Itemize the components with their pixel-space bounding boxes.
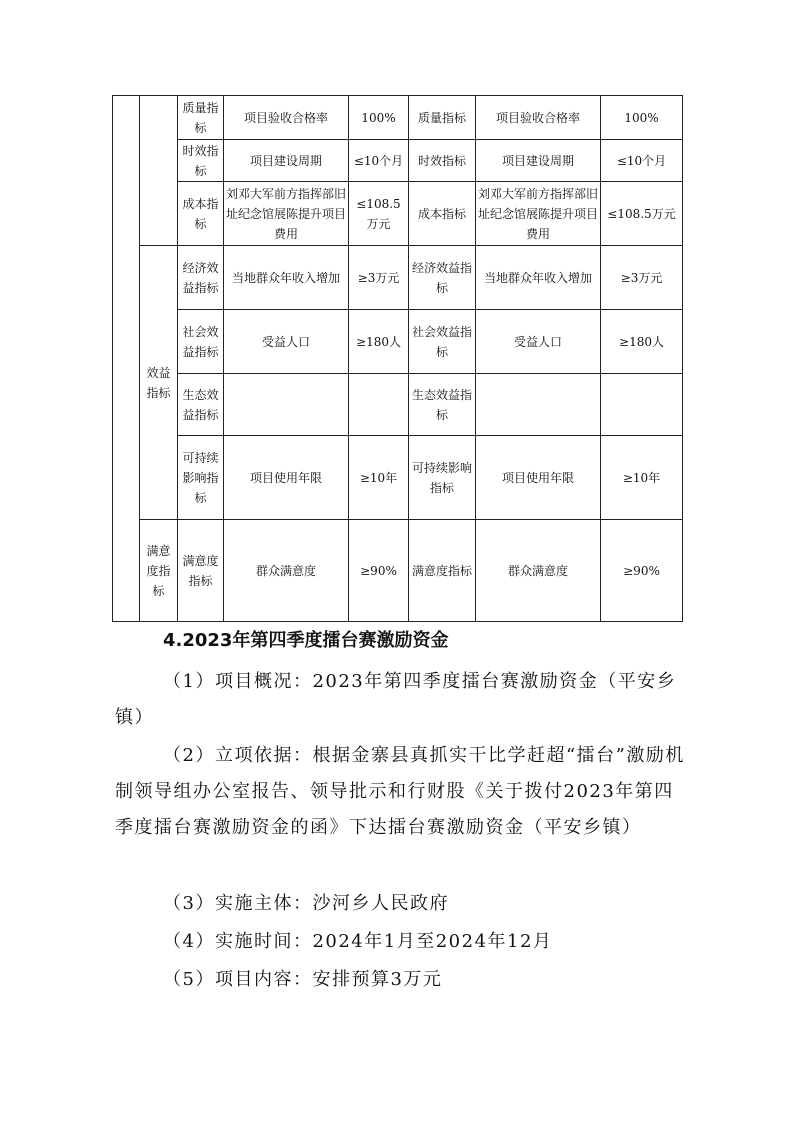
value-cell: 100% xyxy=(601,96,683,140)
table-row xyxy=(113,374,683,436)
indicator-cell: 质量指标 xyxy=(409,96,476,140)
content-cell: 刘邓大军前方指挥部旧址纪念馆展陈提升项目费用 xyxy=(224,182,349,246)
value-cell: ≥90% xyxy=(349,520,409,622)
indicator-cell: 满意度指标 xyxy=(178,520,224,622)
content-cell: 项目使用年限 xyxy=(476,436,601,520)
level2-cell-output xyxy=(140,96,178,246)
paragraph-period: （4）实施时间：2024年1月至2024年12月 xyxy=(163,931,553,952)
content-cell: 项目验收合格率 xyxy=(476,96,601,140)
section-heading: 4.2023年第四季度擂台赛激励资金 xyxy=(163,630,449,651)
table-row xyxy=(113,246,683,310)
table-row xyxy=(113,520,683,622)
indicator-cell: 可持续影响指标 xyxy=(178,436,224,520)
indicator-cell: 社会效益指标 xyxy=(409,310,476,374)
value-cell: ≤108.5万元 xyxy=(601,182,683,246)
paragraph-content: （5）项目内容：安排预算3万元 xyxy=(163,969,443,990)
value-cell: ≤10个月 xyxy=(349,140,409,182)
table-row xyxy=(113,96,683,140)
value-cell: ≥10年 xyxy=(601,436,683,520)
content-cell: 受益人口 xyxy=(476,310,601,374)
value-cell: ≥180人 xyxy=(349,310,409,374)
indicator-cell: 时效指标 xyxy=(409,140,476,182)
paragraph-implementer: （3）实施主体：沙河乡人民政府 xyxy=(163,893,449,914)
content-cell: 当地群众年收入增加 xyxy=(224,246,349,310)
value-cell xyxy=(601,374,683,436)
value-cell: ≤108.5万元 xyxy=(349,182,409,246)
table-row xyxy=(113,140,683,182)
content-cell: 刘邓大军前方指挥部旧址纪念馆展陈提升项目费用 xyxy=(476,182,601,246)
indicator-cell: 社会效益指标 xyxy=(178,310,224,374)
indicator-cell: 时效指标 xyxy=(178,140,224,182)
value-cell: ≥90% xyxy=(601,520,683,622)
content-cell: 群众满意度 xyxy=(224,520,349,622)
indicator-cell: 生态效益指标 xyxy=(178,374,224,436)
level2-cell-satisfaction: 满意度指标 xyxy=(140,520,178,622)
value-cell: 100% xyxy=(349,96,409,140)
content-cell: 项目验收合格率 xyxy=(224,96,349,140)
indicator-cell: 生态效益指标 xyxy=(409,374,476,436)
content-cell: 项目建设周期 xyxy=(224,140,349,182)
indicator-cell: 可持续影响指标 xyxy=(409,436,476,520)
indicator-cell: 成本指标 xyxy=(409,182,476,246)
table-row xyxy=(113,182,683,246)
paragraph-basis: （2）立项依据：根据金寨县真抓实干比学赶超“擂台”激励机制领导组办公室报告、领导批示和行财股《关于拨付2023年第四季度擂台赛激励资金的函》下达擂台赛激励资金（平安乡镇） xyxy=(115,745,685,838)
indicator-cell: 满意度指标 xyxy=(409,520,476,622)
value-cell xyxy=(349,374,409,436)
indicator-cell: 质量指标 xyxy=(178,96,224,140)
value-cell: ≤10个月 xyxy=(601,140,683,182)
performance-indicator-table xyxy=(112,95,683,622)
paragraph-overview: （1）项目概况：2023年第四季度擂台赛激励资金（平安乡镇） xyxy=(115,671,677,728)
content-cell: 项目建设周期 xyxy=(476,140,601,182)
value-cell: ≥180人 xyxy=(601,310,683,374)
level1-cell xyxy=(113,96,140,622)
indicator-cell: 成本指标 xyxy=(178,182,224,246)
table-row xyxy=(113,436,683,520)
content-cell xyxy=(476,374,601,436)
content-cell: 当地群众年收入增加 xyxy=(476,246,601,310)
content-cell: 受益人口 xyxy=(224,310,349,374)
level2-cell-benefit: 效益指标 xyxy=(140,246,178,520)
indicator-cell: 经济效益指标 xyxy=(409,246,476,310)
table-row xyxy=(113,310,683,374)
value-cell: ≥3万元 xyxy=(349,246,409,310)
content-cell xyxy=(224,374,349,436)
content-cell: 项目使用年限 xyxy=(224,436,349,520)
indicator-cell: 经济效益指标 xyxy=(178,246,224,310)
value-cell: ≥3万元 xyxy=(601,246,683,310)
content-cell: 群众满意度 xyxy=(476,520,601,622)
value-cell: ≥10年 xyxy=(349,436,409,520)
